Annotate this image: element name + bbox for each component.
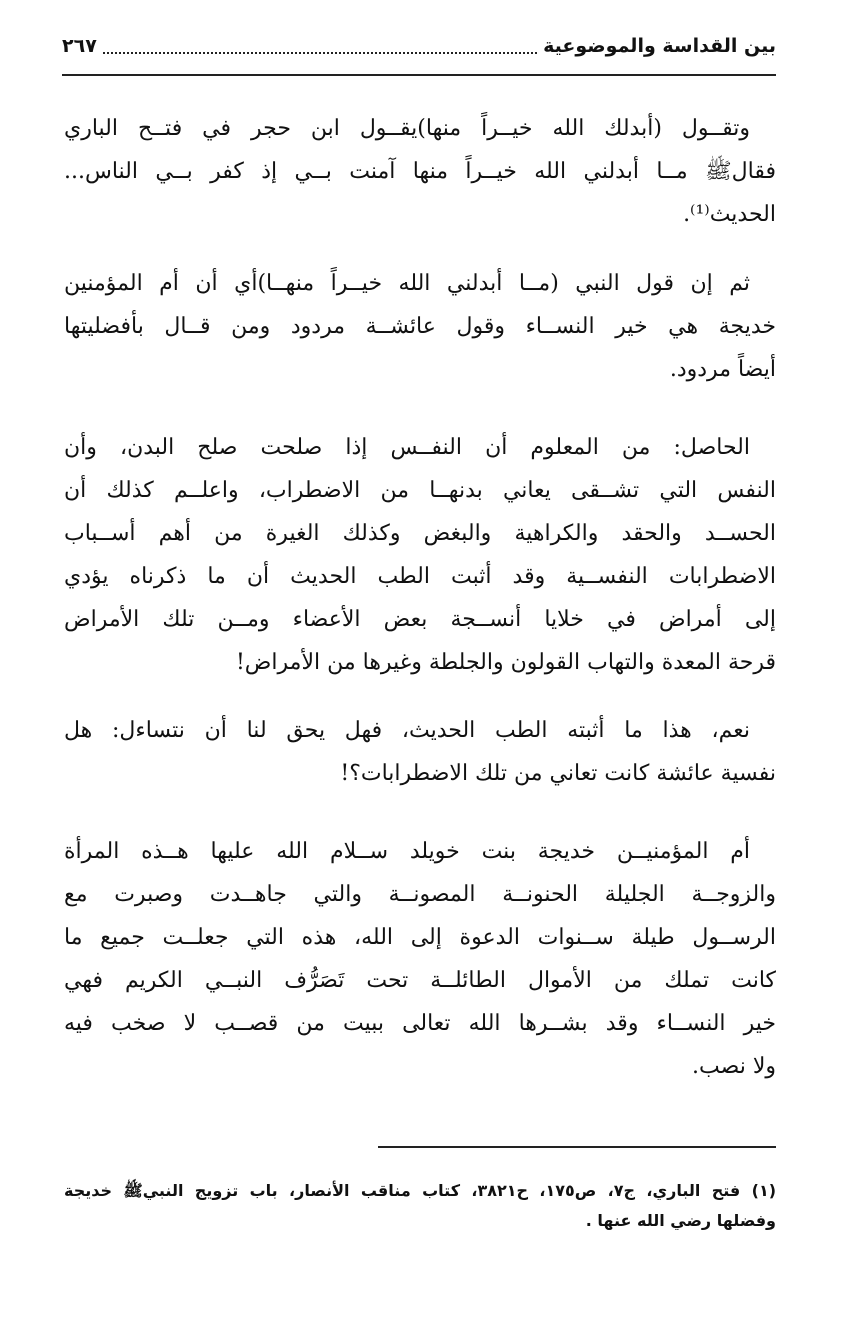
footnote-rule [378, 1146, 776, 1148]
text-line: الحديث⁽¹⁾. [683, 202, 776, 227]
text-line: إلى أمراض في خلايا أنســجة بعض الأعضاء ومــن تلك الأمراض [64, 607, 776, 632]
header-title: بين القداسة والموضوعية [543, 35, 776, 57]
text-line: أم المؤمنيــن خديجة بنت خويلد ســلام الله عليها هــذه المرأة [64, 839, 750, 864]
text-line: فقالﷺ مــا أبدلني الله خيــراً منها آمنت بــي إذ كفر بــي الناس... [64, 159, 776, 184]
text-line: قرحة المعدة والتهاب القولون والجلطة وغيرها من الأمراض! [235, 650, 776, 675]
text-line: الحاصل: من المعلوم أن النفــس إذا صلحت صلح البدن، وأن [64, 435, 750, 460]
text-line: خير النســاء وقد بشــرها الله تعالى ببيت من قصــب لا صخب فيه [64, 1011, 776, 1036]
text-line: ولا نصب. [692, 1054, 776, 1079]
text-line: وتقــول (أبدلك الله خيــراً منها)يقــول ابن حجر في فتــح الباري [64, 116, 750, 141]
page-number: ٢٦٧ [62, 35, 97, 57]
text-line: الحســد والحقد والكراهية والبغض وكذلك الغيرة من أهم أســباب [64, 521, 776, 546]
text-line: خديجة هي خير النســاء وقول عائشــة مردود ومن قــال بأفضليتها [64, 314, 776, 339]
header-leader-dots [103, 38, 537, 54]
text-line: أيضاً مردود. [669, 357, 776, 382]
footnote-line: وفضلها رضي الله عنها . [585, 1211, 776, 1230]
text-line: والزوجــة الجليلة الحنونــة المصونــة والتي جاهــدت وصبرت مع [64, 882, 776, 907]
text-line: الاضطرابات النفســية وقد أثبت الطب الحديث أن ما ذكرناه يؤدي [64, 564, 776, 589]
text-line: النفس التي تشــقى يعاني بدنهــا من الاضطراب، واعلــم كذلك أن [64, 478, 776, 503]
footnote-line: (١) فتح الباري، ج٧، ص١٧٥، ح٣٨٢١، كتاب مناقب الأنصار، باب تزويج النبيﷺ خديجة [64, 1181, 777, 1200]
text-line: الرســول طيلة ســنوات الدعوة إلى الله، هذه التي جعلــت جميع ما [64, 925, 776, 950]
text-line: كانت تملك من الأموال الطائلــة تحت تَصَرُّف النبــي الكريم فهي [64, 968, 776, 993]
header-rule [62, 74, 776, 76]
text-line: نعم، هذا ما أثبته الطب الحديث، فهل يحق لنا أن نتساءل: هل [64, 718, 750, 743]
text-line: نفسية عائشة كانت تعاني من تلك الاضطرابات؟! [340, 761, 776, 786]
text-line: ثم إن قول النبي (مــا أبدلني الله خيــراً منهــا)أي أن أم المؤمنين [64, 271, 750, 296]
running-header [62, 30, 776, 62]
